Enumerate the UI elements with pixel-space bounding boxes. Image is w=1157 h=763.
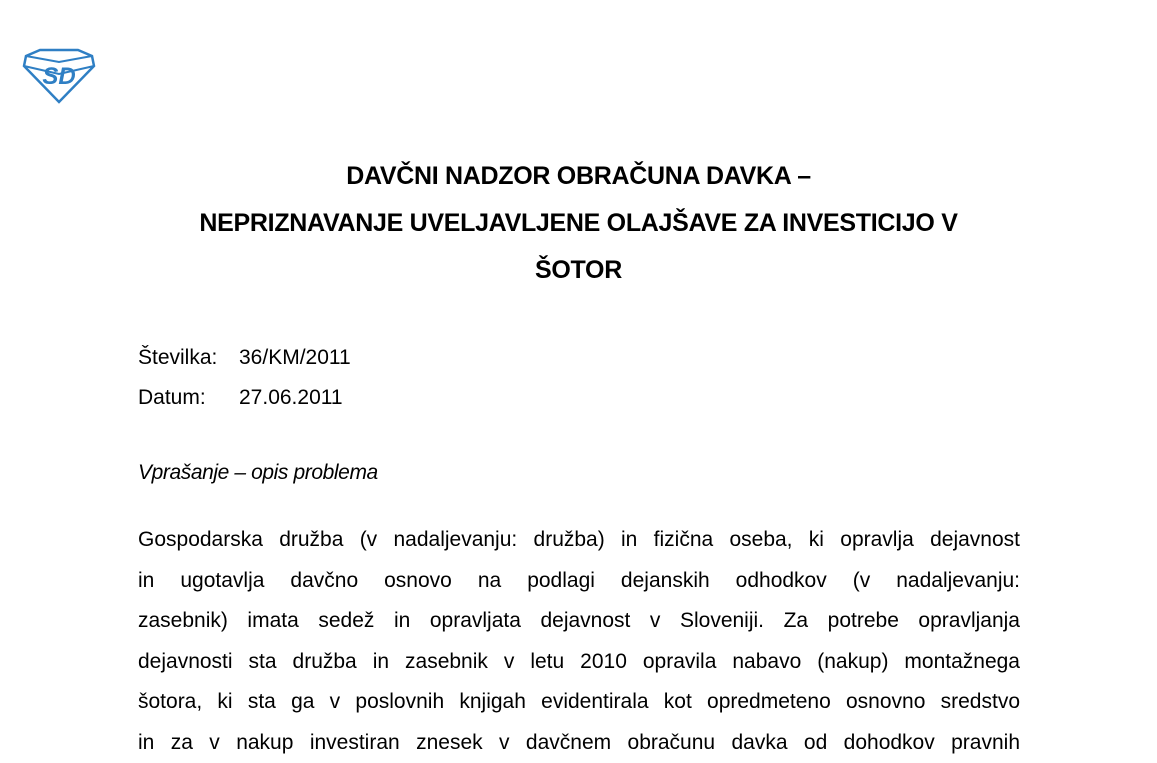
paragraph-line-text: in ugotavlja davčno osnovo na podlagi dejanskih odhodkov (v nadaljevanju: (138, 561, 1020, 602)
number-value: 36/KM/2011 (239, 338, 351, 378)
sd-diamond-logo-icon (22, 48, 96, 104)
logo-text: SD (42, 63, 75, 90)
number-row (138, 338, 351, 378)
paragraph-line-text: dejavnosti sta družba in zasebnik v letu 2010 opravila nabavo (nakup) montažnega (138, 642, 1020, 683)
date-label: Datum: (138, 378, 239, 418)
paragraph-line (138, 682, 1020, 723)
date-row (138, 378, 351, 418)
document-title (0, 153, 1157, 294)
paragraph-line (138, 601, 1020, 642)
document-meta (138, 338, 351, 418)
paragraph-line (138, 642, 1020, 683)
paragraph-line-text: in za v nakup investiran znesek v davčnem obračunu davka od dohodkov pravnih (138, 723, 1020, 763)
sd-logo (22, 48, 96, 104)
question-heading: Vprašanje – opis problema (138, 458, 378, 488)
paragraph-line-text: šotora, ki sta ga v poslovnih knjigah evidentirala kot opredmeteno osnovno sredstvo (138, 682, 1020, 723)
title-line-1: DAVČNI NADZOR OBRAČUNA DAVKA – (0, 153, 1157, 200)
title-line-2: NEPRIZNAVANJE UVELJAVLJENE OLAJŠAVE ZA INVESTICIJO V (0, 200, 1157, 247)
paragraph-line (138, 520, 1020, 561)
body-paragraph (138, 520, 1020, 763)
paragraph-line-text: zasebnik) imata sedež in opravljata dejavnost v Sloveniji. Za potrebe opravljanja (138, 601, 1020, 642)
paragraph-line (138, 561, 1020, 602)
title-line-3: ŠOTOR (0, 247, 1157, 294)
paragraph-line-text: Gospodarska družba (v nadaljevanju: družba) in fizična oseba, ki opravlja dejavnost (138, 520, 1020, 561)
date-value: 27.06.2011 (239, 378, 343, 418)
number-label: Številka: (138, 338, 239, 378)
